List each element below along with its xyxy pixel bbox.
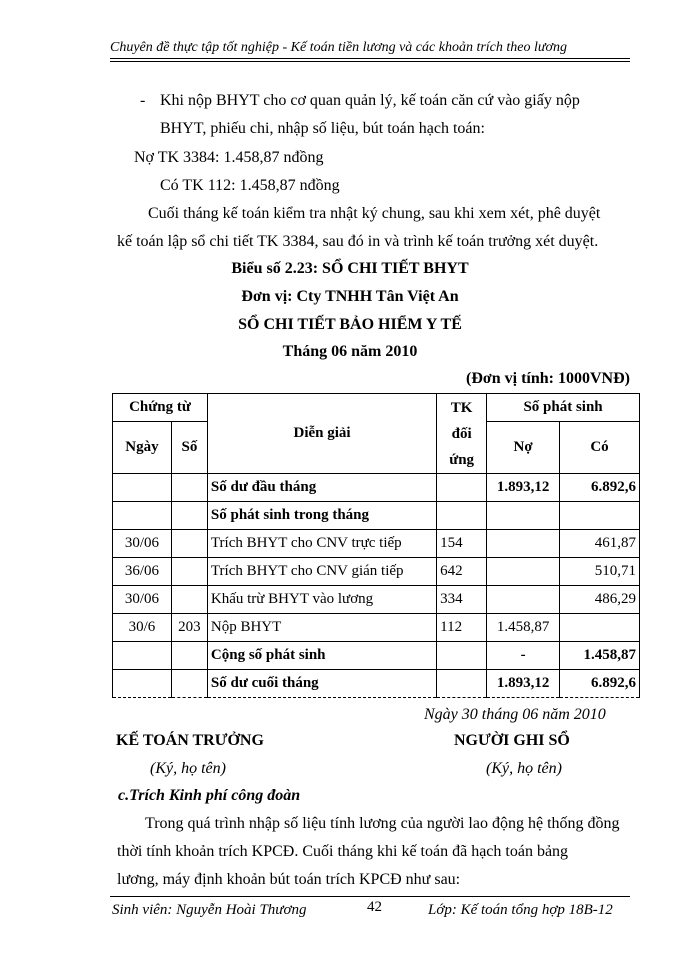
header-date: Ngày	[113, 422, 172, 474]
row-description: Số dư cuối tháng	[207, 670, 436, 698]
para-line-1: Cuối tháng kế toán kiểm tra nhật ký chung, sau khi xem xét, phê duyệt	[148, 205, 601, 222]
row-debit	[487, 530, 560, 558]
credit-entry: Có TK 112: 1.458,87 nđồng	[160, 177, 340, 194]
row-number	[171, 530, 207, 558]
row-number	[171, 586, 207, 614]
header-description: Diễn giải	[207, 394, 436, 474]
running-header: Chuyên đề thực tập tốt nghiệp - Kế toán tiền lương và các khoản trích theo lương	[110, 40, 567, 55]
debit-entry: Nợ TK 3384: 1.458,87 nđồng	[134, 149, 324, 166]
row-debit: 1.893,12	[487, 670, 560, 698]
row-number: 203	[171, 614, 207, 642]
period-title: Tháng 06 năm 2010	[282, 343, 418, 360]
row-account	[437, 474, 487, 502]
table-row	[113, 502, 640, 530]
header-rule	[110, 58, 630, 59]
section-line-2: thời tính khoản trích KPCĐ. Cuối tháng khi kế toán đã hạch toán bảng	[117, 843, 569, 860]
chief-accountant-sign: (Ký, họ tên)	[150, 760, 226, 777]
header-account-1: TK	[450, 399, 473, 416]
row-credit: 486,29	[560, 586, 640, 614]
row-date: 36/06	[113, 558, 172, 586]
table-row	[113, 530, 640, 558]
row-credit: 510,71	[560, 558, 640, 586]
row-account	[437, 502, 487, 530]
row-number	[171, 502, 207, 530]
row-description: Nộp BHYT	[207, 614, 436, 642]
section-line-3: lương, máy định khoản bút toán trích KPCĐ như sau:	[117, 871, 461, 888]
header-account	[437, 394, 487, 474]
signature-date: Ngày 30 tháng 06 năm 2010	[424, 706, 606, 723]
row-number	[171, 558, 207, 586]
table-row	[113, 474, 640, 502]
form-title: Biểu số 2.23: SỔ CHI TIẾT BHYT	[231, 260, 469, 277]
row-debit: -	[487, 642, 560, 670]
intro-line-2: BHYT, phiếu chi, nhập số liệu, bút toán hạch toán:	[160, 120, 485, 137]
row-description: Trích BHYT cho CNV gián tiếp	[207, 558, 436, 586]
row-account	[437, 642, 487, 670]
row-description: Số phát sinh trong tháng	[207, 502, 436, 530]
row-debit	[487, 558, 560, 586]
ledger-table	[112, 393, 640, 698]
row-account: 334	[437, 586, 487, 614]
footer-class: Lớp: Kế toán tổng hợp 18B-12	[428, 902, 613, 918]
row-description: Trích BHYT cho CNV trực tiếp	[207, 530, 436, 558]
row-credit: 6.892,6	[560, 670, 640, 698]
row-credit: 461,87	[560, 530, 640, 558]
footer-student: Sinh viên: Nguyễn Hoài Thương	[112, 902, 307, 918]
row-debit: 1.458,87	[487, 614, 560, 642]
header-credit: Có	[560, 422, 640, 474]
row-date: 30/6	[113, 614, 172, 642]
row-date	[113, 474, 172, 502]
row-date: 30/06	[113, 530, 172, 558]
recorder-sign: (Ký, họ tên)	[486, 760, 562, 777]
header-account-2: đối	[451, 425, 472, 442]
para-line-2: kế toán lập sổ chi tiết TK 3384, sau đó in và trình kế toán trưởng xét duyệt.	[117, 233, 599, 250]
table-row	[113, 614, 640, 642]
row-debit	[487, 586, 560, 614]
header-voucher: Chứng từ	[113, 394, 208, 422]
header-debit: Nợ	[487, 422, 560, 474]
row-date: 30/06	[113, 586, 172, 614]
chief-accountant-title: KẾ TOÁN TRƯỞNG	[116, 732, 264, 749]
row-description: Cộng số phát sinh	[207, 642, 436, 670]
table-row	[113, 558, 640, 586]
footer-rule	[110, 896, 630, 897]
book-title: SỔ CHI TIẾT BẢO HIỂM Y TẾ	[238, 316, 462, 333]
row-credit	[560, 614, 640, 642]
intro-line-1: Khi nộp BHYT cho cơ quan quản lý, kế toán căn cứ vào giấy nộp	[160, 92, 580, 109]
currency-unit: (Đơn vị tính: 1000VNĐ)	[466, 370, 630, 387]
row-description: Khấu trừ BHYT vào lương	[207, 586, 436, 614]
row-debit	[487, 502, 560, 530]
row-date	[113, 502, 172, 530]
bullet: -	[140, 92, 146, 109]
row-number	[171, 670, 207, 698]
row-date	[113, 670, 172, 698]
row-date	[113, 642, 172, 670]
unit-title: Đơn vị: Cty TNHH Tân Việt An	[241, 288, 459, 305]
header-account-3: ứng	[449, 451, 475, 468]
row-credit: 1.458,87	[560, 642, 640, 670]
recorder-title: NGƯỜI GHI SỔ	[454, 732, 570, 749]
table-row	[113, 642, 640, 670]
header-amount: Số phát sinh	[487, 394, 640, 422]
row-description: Số dư đầu tháng	[207, 474, 436, 502]
table-row	[113, 586, 640, 614]
row-account: 642	[437, 558, 487, 586]
header-rule-double	[110, 61, 630, 62]
section-line-1: Trong quá trình nhập số liệu tính lương của người lao động hệ thống đồng	[145, 815, 620, 832]
row-account: 154	[437, 530, 487, 558]
row-debit: 1.893,12	[487, 474, 560, 502]
row-account: 112	[437, 614, 487, 642]
header-number: Số	[171, 422, 207, 474]
row-account	[437, 670, 487, 698]
page-number: 42	[367, 899, 382, 915]
row-credit: 6.892,6	[560, 474, 640, 502]
row-credit	[560, 502, 640, 530]
row-number	[171, 474, 207, 502]
row-number	[171, 642, 207, 670]
table-row	[113, 670, 640, 698]
section-heading: c.Trích Kinh phí công đoàn	[118, 787, 301, 804]
